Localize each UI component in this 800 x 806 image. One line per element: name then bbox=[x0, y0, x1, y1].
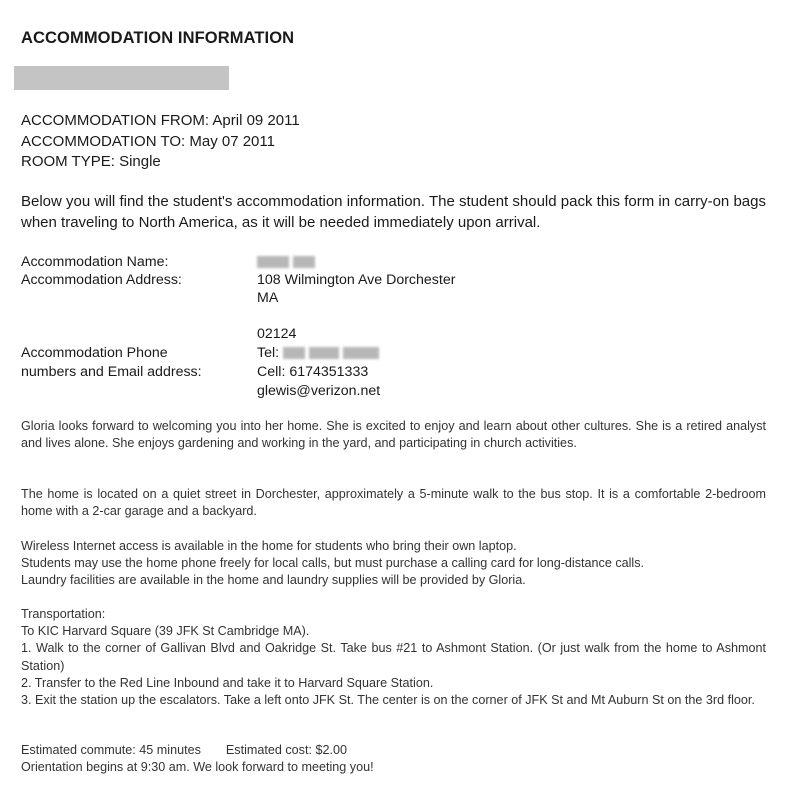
from-row bbox=[21, 111, 300, 132]
intro-paragraph: Below you will find the student's accommodation information. The student should pack this form in carry-on bags when traveling to North America, as it will be needed immediately upon arrival. bbox=[21, 193, 766, 231]
home-description: The home is located on a quiet street in Dorchester, approximately a 5-minute walk to the bus stop. It is a comfortable 2-bedroom home with a 2-car garage and a backyard. bbox=[21, 487, 766, 519]
room-value: Single bbox=[119, 153, 161, 170]
transport-heading: Transportation: bbox=[21, 607, 106, 621]
tel-row bbox=[257, 344, 379, 364]
commute-time: Estimated commute: 45 minutes bbox=[21, 743, 201, 757]
commute-summary bbox=[21, 742, 766, 776]
transport-step-2: 2. Transfer to the Red Line Inbound and take it to Harvard Square Station. bbox=[21, 675, 434, 690]
phone-label-line-2: numbers and Email address: bbox=[21, 364, 202, 380]
phone-label-line-1: Accommodation Phone bbox=[21, 345, 168, 361]
from-value: April 09 2011 bbox=[212, 112, 300, 129]
room-label: ROOM TYPE: bbox=[21, 153, 115, 170]
to-value: May 07 2011 bbox=[189, 132, 275, 150]
name-label: Accommodation Name: bbox=[21, 254, 169, 270]
amenity-laundry: Laundry facilities are available in the home and laundry supplies will be provided by Gloria. bbox=[21, 573, 526, 588]
address-line-2: MA bbox=[257, 290, 279, 306]
orientation-note: Orientation begins at 9:30 am. We look forward to meeting you! bbox=[21, 760, 374, 775]
email-address: glewis@verizon.net bbox=[257, 383, 381, 399]
room-row bbox=[21, 152, 300, 173]
tel-prefix: Tel: bbox=[257, 345, 280, 361]
commute-cost: Estimated cost: $2.00 bbox=[225, 743, 347, 757]
address-label: Accommodation Address: bbox=[21, 272, 182, 288]
cell-number: Cell: 6174351333 bbox=[257, 364, 369, 380]
amenities bbox=[21, 538, 766, 590]
transport-step-1: 1. Walk to the corner of Gallivan Blvd and Oakridge St. Take bus #21 to Ashmont Station. (Or just walk from the home to Ashmont Station) bbox=[21, 641, 766, 673]
transportation bbox=[21, 606, 766, 709]
tel-redacted bbox=[283, 347, 305, 359]
zip-code: 02124 bbox=[257, 326, 297, 342]
transport-step-3: 3. Exit the station up the escalators. Take a left onto JFK St. The center is on the corner of JFK St and Mt Auburn St on the 3rd floor. bbox=[21, 693, 755, 708]
amenity-phone: Students may use the home phone freely for local calls, but must purchase a calling card for long-distance calls. bbox=[21, 556, 645, 571]
redacted-name-bar bbox=[14, 66, 229, 90]
host-description: Gloria looks forward to welcoming you into her home. She is excited to enjoy and learn about other cultures. She is a retired analyst and lives alone. She enjoys gardening and working in the yard, and participating in church activities. bbox=[21, 419, 766, 451]
to-label: ACCOMMODATION TO: bbox=[21, 132, 186, 150]
commute-row bbox=[21, 742, 766, 759]
transport-destination: To KIC Harvard Square (39 JFK St Cambridge MA). bbox=[21, 624, 310, 639]
amenity-internet: Wireless Internet access is available in the home for students who bring their own laptop. bbox=[21, 539, 517, 553]
page-title: ACCOMMODATION INFORMATION bbox=[21, 29, 295, 47]
to-row bbox=[21, 132, 300, 153]
name-value-redacted bbox=[257, 253, 315, 273]
address-line-1: 108 Wilmington Ave Dorchester bbox=[257, 272, 456, 288]
stay-details bbox=[21, 111, 300, 173]
from-label: ACCOMMODATION FROM: bbox=[21, 112, 210, 129]
